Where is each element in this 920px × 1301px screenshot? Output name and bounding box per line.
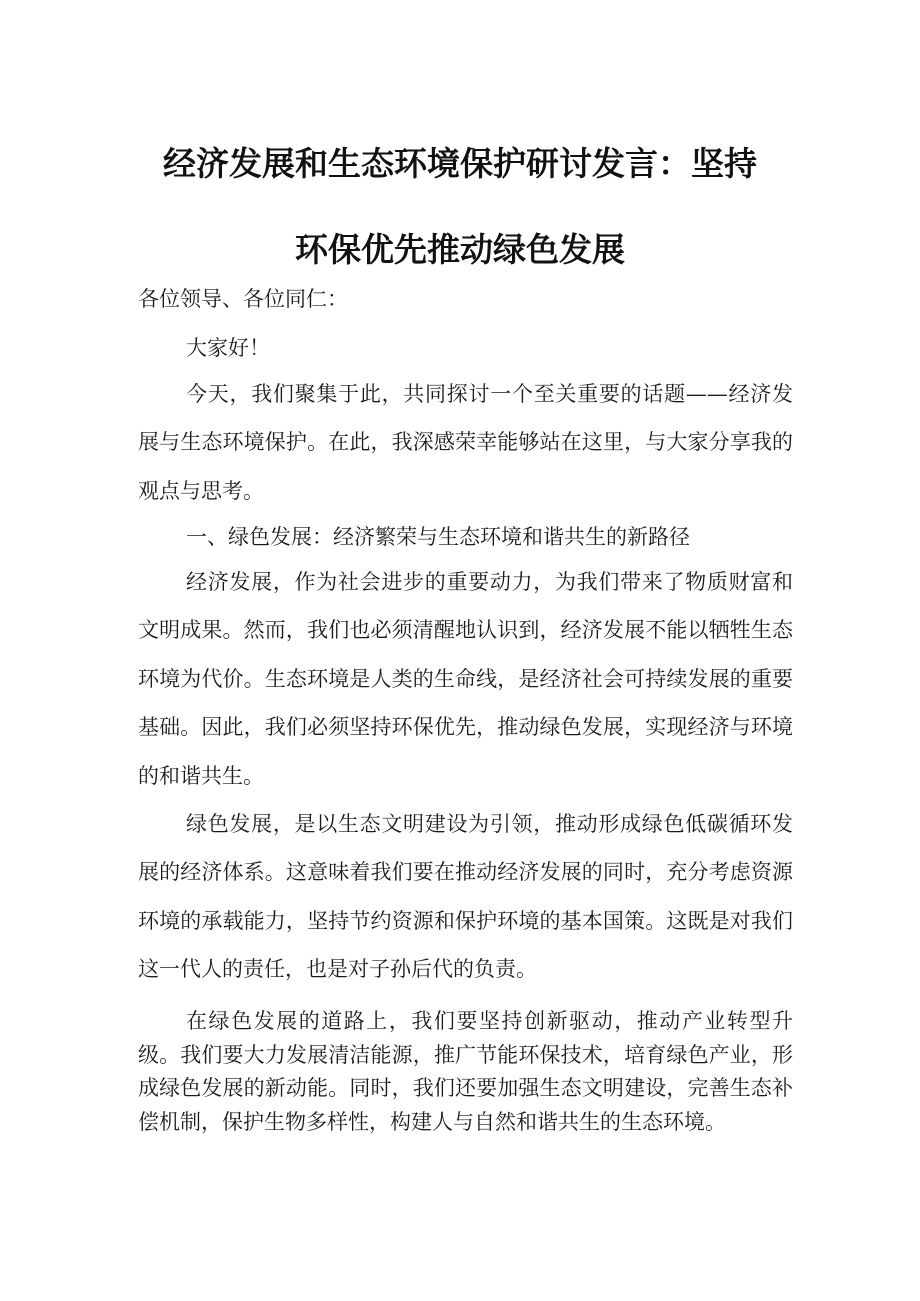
paragraph-economy-text: 经济发展，作为社会进步的重要动力，为我们带来了物质财富和文明成果。然而，我们也必须清醒地认识到，经济发展不能以牺牲生态环境为代价。生态环境是人类的生命线，是经济社会可持续发展的重要基础。因此，我们必须坚持环保优先，推动绿色发展，实现经济与环境的和谐共生。 (138, 570, 793, 788)
paragraph-intro (138, 370, 793, 515)
document-title-line-1: 经济发展和生态环境保护研讨发言：坚持 (163, 144, 757, 183)
salutation-text: 各位领导、各位同仁： (138, 287, 348, 311)
section-heading (138, 513, 793, 561)
paragraph-green-development-text: 绿色发展，是以生态文明建设为引领，推动形成绿色低碳循环发展的经济体系。这意味着我们要在推动经济发展的同时，充分考虑资源环境的承载能力，坚持节约资源和保护环境的基本国策。这既是对我们这一代人的责任，也是对子孙后代的负责。 (138, 812, 793, 982)
paragraph-green-path (138, 1005, 793, 1139)
paragraph-intro-text: 今天，我们聚集于此，共同探讨一个至关重要的话题——经济发展与生态环境保护。在此，我深感荣幸能够站在这里，与大家分享我的观点与思考。 (138, 382, 793, 503)
document-title-line-2: 环保优先推动绿色发展 (295, 230, 625, 269)
greeting-text: 大家好！ (186, 336, 270, 360)
paragraph-economy (138, 558, 793, 800)
salutation (138, 284, 793, 314)
greeting (138, 333, 793, 363)
section-heading-text: 一、绿色发展：经济繁荣与生态环境和谐共生的新路径 (186, 525, 690, 549)
paragraph-green-path-text: 在绿色发展的道路上，我们要坚持创新驱动，推动产业转型升级。我们要大力发展清洁能源，推广节能环保技术，培育绿色产业，形成绿色发展的新动能。同时，我们还要加强生态文明建设，完善生态补偿机制，保护生物多样性，构建人与自然和谐共生的生态环境。 (138, 1009, 793, 1134)
paragraph-green-development (138, 800, 793, 994)
